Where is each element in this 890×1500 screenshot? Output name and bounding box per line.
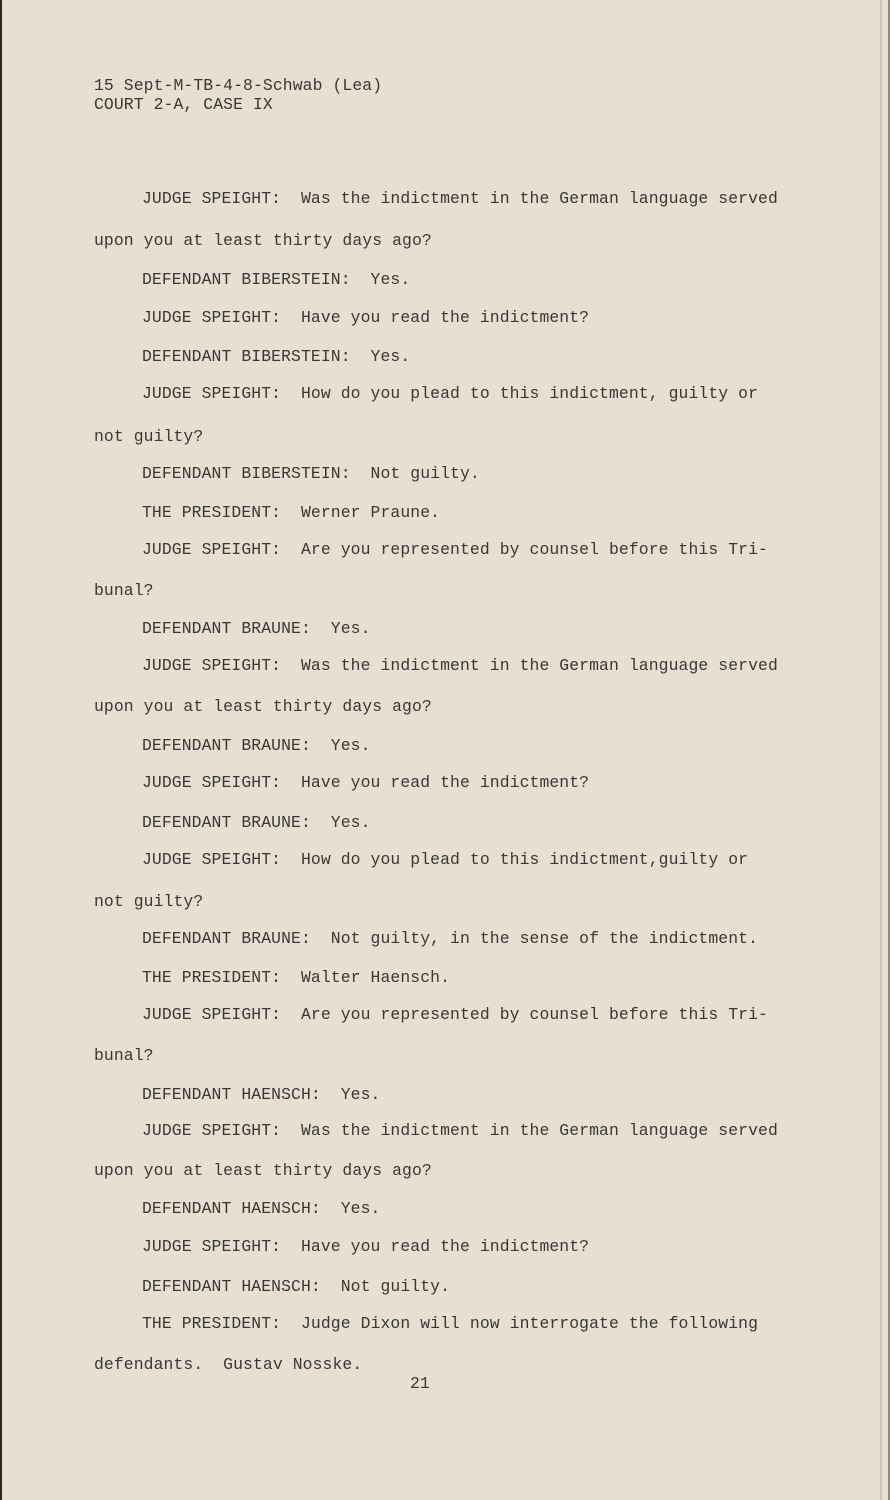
transcript-line: JUDGE SPEIGHT: Was the indictment in the German language served: [142, 189, 778, 208]
transcript-line: JUDGE SPEIGHT: Have you read the indictment?: [142, 308, 590, 327]
transcript-line: JUDGE SPEIGHT: Have you read the indictment?: [142, 773, 590, 792]
transcript-line: DEFENDANT BIBERSTEIN: Yes.: [142, 270, 411, 289]
transcript-line: DEFENDANT BIBERSTEIN: Not guilty.: [142, 464, 480, 483]
transcript-line: defendants. Gustav Nosske.: [94, 1355, 363, 1374]
transcript-line: JUDGE SPEIGHT: Are you represented by counsel before this Tri-: [142, 1005, 768, 1024]
transcript-line: not guilty?: [94, 427, 204, 446]
transcript-line: JUDGE SPEIGHT: How do you plead to this indictment,guilty or: [142, 850, 749, 869]
transcript-line: upon you at least thirty days ago?: [94, 231, 432, 250]
transcript-line: not guilty?: [94, 892, 204, 911]
transcript-line: JUDGE SPEIGHT: Was the indictment in the German language served: [142, 1121, 778, 1140]
header-reference: 15 Sept-M-TB-4-8-Schwab (Lea): [94, 76, 383, 95]
transcript-line: DEFENDANT BRAUNE: Yes.: [142, 813, 371, 832]
transcript-line: DEFENDANT HAENSCH: Not guilty.: [142, 1277, 451, 1296]
transcript-line: upon you at least thirty days ago?: [94, 1161, 432, 1180]
transcript-line: DEFENDANT BRAUNE: Yes.: [142, 736, 371, 755]
transcript-line: upon you at least thirty days ago?: [94, 697, 432, 716]
transcript-line: THE PRESIDENT: Judge Dixon will now interrogate the following: [142, 1314, 759, 1333]
transcript-line: JUDGE SPEIGHT: How do you plead to this indictment, guilty or: [142, 384, 759, 403]
transcript-line: THE PRESIDENT: Werner Praune.: [142, 503, 441, 522]
transcript-line: DEFENDANT BRAUNE: Yes.: [142, 619, 371, 638]
transcript-line: JUDGE SPEIGHT: Was the indictment in the German language served: [142, 656, 778, 675]
transcript-line: THE PRESIDENT: Walter Haensch.: [142, 968, 451, 987]
page-number: 21: [410, 1374, 430, 1393]
transcript-line: JUDGE SPEIGHT: Are you represented by counsel before this Tri-: [142, 540, 768, 559]
transcript-line: bunal?: [94, 581, 154, 600]
transcript-line: DEFENDANT BIBERSTEIN: Yes.: [142, 347, 411, 366]
transcript-line: DEFENDANT HAENSCH: Yes.: [142, 1085, 381, 1104]
transcript-line: DEFENDANT HAENSCH: Yes.: [142, 1199, 381, 1218]
document-header: [94, 76, 382, 114]
transcript-line: DEFENDANT BRAUNE: Not guilty, in the sense of the indictment.: [142, 929, 759, 948]
transcript-line: bunal?: [94, 1046, 154, 1065]
transcript-line: JUDGE SPEIGHT: Have you read the indictment?: [142, 1237, 590, 1256]
header-court-case: COURT 2-A, CASE IX: [94, 95, 273, 114]
